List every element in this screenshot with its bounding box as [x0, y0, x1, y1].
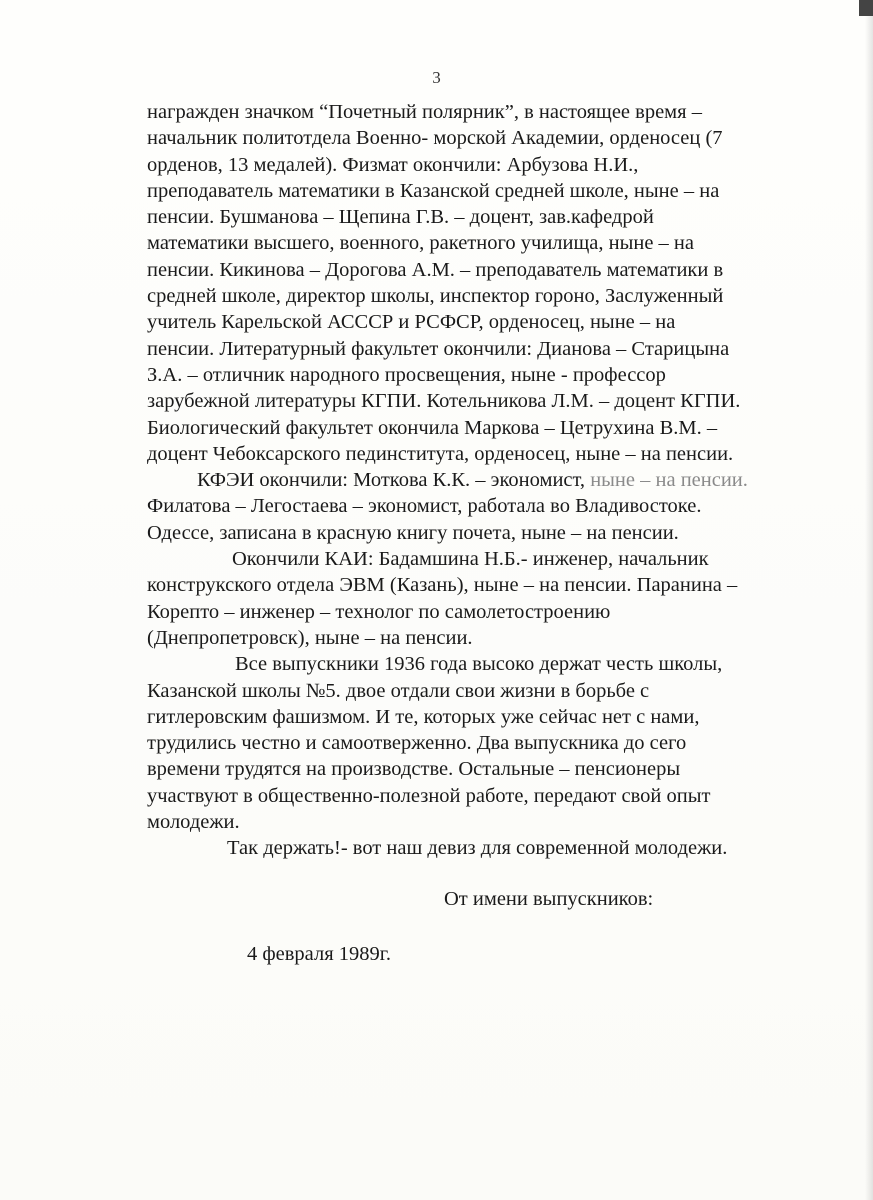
text-line: учитель Карельской АССCР и РСФСР, орденосец, ныне – на	[147, 311, 676, 334]
kfei-text: КФЭИ окончили: Моткова К.К. – экономист,	[197, 469, 586, 492]
text-line: гитлеровским фашизмом. И те, которых уже сейчас нет с нами,	[147, 705, 700, 728]
motto-line: Так держать!- вот наш девиз для современной молодежи.	[227, 837, 728, 860]
text-line: З.А. – отличник народного просвещения, ныне - профессор	[147, 363, 666, 386]
text-line: конструкского отдела ЭВМ (Казань), ныне – на пенсии. Паранина –	[147, 574, 738, 597]
text-line: преподаватель математики в Казанской средней школе, ныне – на	[147, 179, 720, 202]
text-line: Корепто – инженер – технолог по самолетостроению	[147, 600, 611, 623]
kfei-line	[147, 467, 837, 493]
text-line: Одессе, записана в красную книгу почета, ныне – на пенсии.	[147, 521, 679, 544]
kfei-faded-text: ныне – на пенсии.	[585, 469, 748, 492]
text-line: орденов, 13 медалей). Физмат окончили: Арбузова Н.И.,	[147, 153, 639, 176]
text-line: награжден значком “Почетный полярник”, в настоящее время –	[147, 101, 702, 123]
text-line: молодежи.	[147, 811, 240, 834]
body-text	[147, 99, 837, 862]
date-line: 4 февраля 1989г.	[247, 943, 391, 965]
text-line: участвуют в общественно-полезной работе, передают свой опыт	[147, 784, 711, 807]
text-line: Казанской школы №5. двое отдали свои жизни в борьбе с	[147, 679, 650, 702]
text-line: трудились честно и самоотверженно. Два выпускника до сего	[147, 732, 687, 755]
text-line: Биологический факультет окончила Маркова – Цетрухина В.М. –	[147, 416, 718, 439]
text-line: средней школе, директор школы, инспектор гороно, Заслуженный	[147, 285, 724, 308]
text-line: пенсии. Кикинова – Дорогова А.М. – преподаватель математики в	[147, 258, 724, 281]
page-edge-shadow	[865, 0, 873, 1200]
page-number: 3	[432, 68, 441, 87]
text-line: Окончили КАИ: Бадамшина Н.Б.- инженер, начальник	[232, 548, 709, 571]
text-line: пенсии. Литературный факультет окончили: Дианова – Старицына	[147, 337, 730, 360]
text-line: (Днепропетровск), ныне – на пенсии.	[147, 626, 473, 649]
text-line: Филатова – Легостаева – экономист, работала во Владивостоке.	[147, 495, 702, 518]
signature-line: От имени выпускников:	[444, 888, 654, 910]
text-line: доцент Чебоксарского пединститута, орденосец, ныне – на пенсии.	[147, 442, 734, 465]
scan-corner-mark	[859, 0, 873, 16]
text-line: времени трудятся на производстве. Остальные – пенсионеры	[147, 758, 681, 781]
text-line: начальник политотдела Военно- морской Академии, орденосец (7	[147, 127, 723, 150]
text-line: зарубежной литературы КГПИ. Котельникова Л.М. – доцент КГПИ.	[147, 390, 741, 413]
text-line: Все выпускники 1936 года высоко держат честь школы,	[235, 653, 723, 676]
text-line: пенсии. Бушманова – Щепина Г.В. – доцент, зав.кафедрой	[147, 206, 654, 229]
text-line: математики высшего, военного, ракетного училища, ныне – на	[147, 232, 695, 255]
